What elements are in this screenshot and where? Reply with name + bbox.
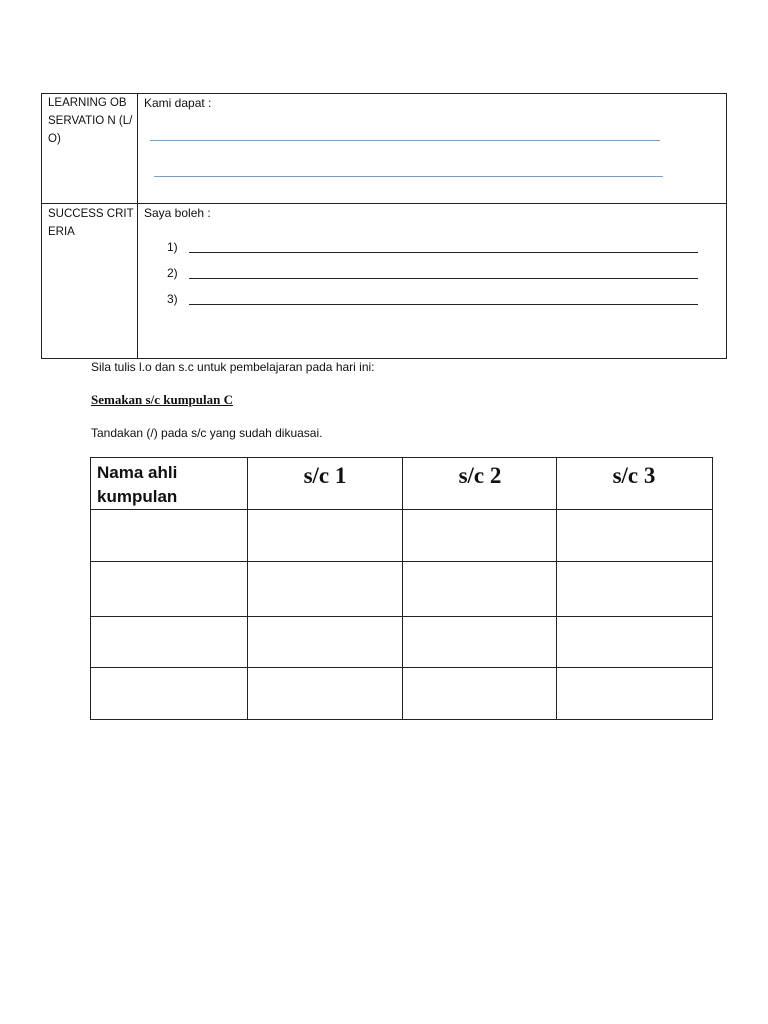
- table-cell-sc[interactable]: [403, 562, 556, 616]
- table-cell-name[interactable]: [91, 562, 247, 616]
- table-cell-sc[interactable]: [557, 617, 713, 667]
- sc-writing-line-2[interactable]: [189, 278, 698, 279]
- table-divider-vertical: [137, 94, 138, 358]
- table-cell-sc[interactable]: [248, 668, 402, 719]
- table-cell-name[interactable]: [91, 668, 247, 719]
- sc-writing-line-3[interactable]: [189, 304, 698, 305]
- lo-prompt: Kami dapat :: [144, 96, 212, 110]
- section-heading: Semakan s/c kumpulan C: [91, 392, 233, 407]
- table-cell-sc[interactable]: [557, 668, 713, 719]
- lo-writing-line-1[interactable]: [150, 140, 660, 141]
- sc-writing-line-1[interactable]: [189, 252, 698, 253]
- table-cell-name[interactable]: [91, 617, 247, 667]
- header-member-name: Nama ahli kumpulan: [97, 463, 178, 506]
- header-sc-3: s/c 3: [612, 463, 656, 488]
- table-cell-sc[interactable]: [403, 510, 556, 561]
- table-cell-name[interactable]: [91, 510, 247, 561]
- lo-writing-line-2[interactable]: [154, 176, 663, 177]
- header-sc-2: s/c 2: [458, 463, 502, 488]
- header-sc-1: s/c 1: [303, 463, 347, 488]
- table-cell-sc[interactable]: [248, 562, 402, 616]
- lo-sc-table: [41, 93, 727, 359]
- table-cell-sc[interactable]: [248, 617, 402, 667]
- lo-label: LEARNING OBSERVATIO N (L/O): [48, 97, 133, 145]
- sc-item-number: 3): [167, 292, 178, 306]
- table-cell-sc[interactable]: [403, 617, 556, 667]
- instruction-text: Sila tulis l.o dan s.c untuk pembelajaran pada hari ini:: [91, 360, 375, 374]
- table-cell-sc[interactable]: [248, 510, 402, 561]
- sc-item-number: 2): [167, 266, 178, 280]
- group-check-table: [90, 457, 713, 720]
- table-cell-sc[interactable]: [403, 668, 556, 719]
- sc-label: SUCCESS CRITERIA: [48, 208, 134, 238]
- table-cell-sc[interactable]: [557, 562, 713, 616]
- table-divider-horizontal: [42, 203, 726, 204]
- sc-item-number: 1): [167, 240, 178, 254]
- sc-prompt: Saya boleh :: [144, 206, 211, 220]
- table-cell-sc[interactable]: [557, 510, 713, 561]
- section-instruction: Tandakan (/) pada s/c yang sudah dikuasai.: [91, 426, 323, 440]
